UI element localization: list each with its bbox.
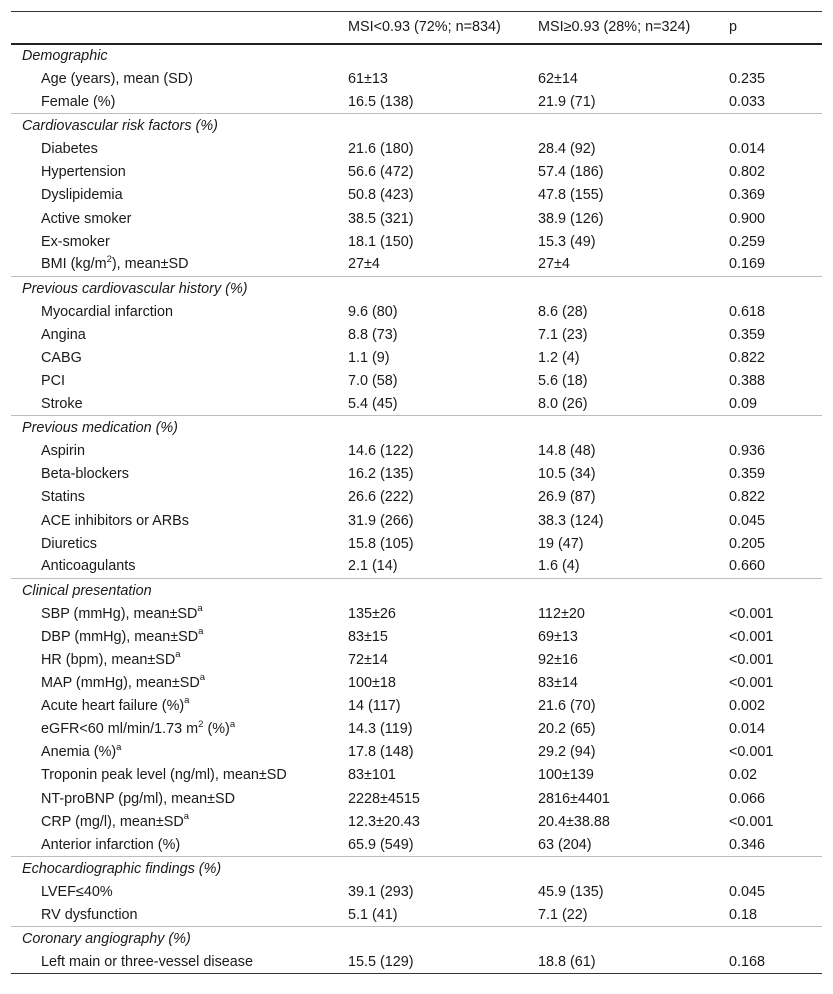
section-title: Previous cardiovascular history (%) (22, 280, 248, 297)
p-value: 0.359 (729, 326, 766, 343)
table-row (11, 555, 822, 578)
section-header-row (11, 276, 822, 300)
row-label-text: Anterior infarction (%) (41, 836, 181, 853)
table-row (11, 253, 822, 276)
table-row (11, 951, 822, 974)
row-label-text: Diuretics (41, 535, 97, 552)
table-row (11, 370, 822, 393)
row-label (11, 532, 348, 555)
row-label (11, 230, 348, 253)
msi-high-value: 18.8 (61) (538, 953, 596, 970)
p-value: 0.014 (729, 141, 766, 158)
table-row (11, 718, 822, 741)
table-body (11, 44, 822, 974)
row-label-text: CRP (mg/l), mean±SD (41, 813, 184, 830)
p-value: 0.802 (729, 164, 766, 181)
row-label-text: Acute heart failure (%) (41, 698, 185, 715)
table-row (11, 625, 822, 648)
row-label-superscript: a (175, 649, 181, 661)
row-label-text: NT-proBNP (pg/ml), mean±SD (41, 790, 235, 807)
table-row (11, 787, 822, 810)
msi-low-value: 56.6 (472) (348, 164, 414, 181)
row-label-text: Hypertension (41, 164, 126, 181)
table-header (11, 12, 822, 44)
msi-low-value: 15.5 (129) (348, 953, 414, 970)
row-label-text: Beta-blockers (41, 466, 129, 483)
msi-high-value: 8.6 (28) (538, 303, 588, 320)
row-label (11, 393, 348, 416)
section-header-row (11, 578, 822, 602)
row-label (11, 68, 348, 91)
p-value: 0.045 (729, 512, 766, 529)
row-label-text: PCI (41, 373, 65, 390)
table-row (11, 393, 822, 416)
p-value: 0.822 (729, 489, 766, 506)
msi-high-value: 47.8 (155) (538, 187, 604, 204)
row-label-superscript: a (116, 741, 122, 753)
header-row (11, 12, 822, 44)
table-row (11, 833, 822, 856)
msi-low-value: 14.3 (119) (348, 721, 413, 738)
p-value: 0.02 (729, 767, 758, 784)
row-label (11, 741, 348, 764)
row-label-text: MAP (mmHg), mean±SD (41, 675, 200, 692)
msi-high-value: 28.4 (92) (538, 141, 596, 158)
table-row (11, 184, 822, 207)
row-label-superscript: a (184, 695, 190, 707)
row-label-text: BMI (kg/m (41, 256, 107, 273)
section-header-row (11, 416, 822, 440)
row-label-text: Age (years), mean (SD) (41, 71, 193, 88)
section-title: Demographic (22, 48, 108, 64)
msi-low-value: 14 (117) (348, 698, 401, 715)
row-label-superscript: a (183, 810, 190, 822)
row-label (11, 672, 348, 695)
row-label-text: Anticoagulants (41, 558, 136, 575)
msi-high-value: 21.6 (70) (538, 698, 596, 715)
p-value: <0.001 (729, 628, 774, 645)
msi-high-value: 8.0 (26) (538, 395, 588, 412)
msi-high-value: 63 (204) (538, 836, 592, 853)
row-label-text: Left main or three-vessel disease (41, 953, 253, 970)
table-row (11, 440, 822, 463)
p-value: 0.045 (729, 883, 766, 900)
row-label (11, 161, 348, 184)
msi-high-value: 112±20 (538, 605, 585, 622)
row-label-superscript: a (199, 672, 206, 684)
msi-high-value: 45.9 (135) (538, 883, 604, 900)
row-label-text: CABG (41, 349, 82, 366)
section-header-row (11, 114, 822, 138)
msi-high-value: 5.6 (18) (538, 373, 588, 390)
p-value: 0.169 (729, 256, 766, 273)
table-row (11, 532, 822, 555)
table-row (11, 695, 822, 718)
row-label-text: Diabetes (41, 141, 98, 158)
table-row (11, 602, 822, 625)
table-row (11, 509, 822, 532)
p-value: 0.900 (729, 210, 766, 227)
msi-high-value: 26.9 (87) (538, 489, 596, 506)
row-label-superscript: a (197, 603, 203, 615)
table-row (11, 161, 822, 184)
msi-low-value: 31.9 (266) (348, 512, 414, 529)
row-label-text: Myocardial infarction (41, 303, 173, 320)
section-title: Previous medication (%) (22, 419, 178, 436)
msi-high-value: 2816±4401 (538, 790, 610, 807)
msi-low-value: 14.6 (122) (348, 443, 414, 460)
p-value: 0.235 (729, 71, 766, 88)
section-title: Coronary angiography (%) (22, 930, 191, 947)
msi-high-value: 92±16 (538, 652, 578, 669)
baseline-characteristics-table (11, 11, 822, 974)
p-value: 0.369 (729, 187, 766, 204)
section-header-row (11, 927, 822, 951)
row-label-text: Ex-smoker (41, 233, 110, 250)
p-value: <0.001 (729, 675, 774, 692)
msi-high-value: 7.1 (22) (538, 906, 588, 923)
table-row (11, 300, 822, 323)
msi-high-value: 1.6 (4) (538, 558, 580, 575)
msi-low-value: 17.8 (148) (348, 744, 414, 761)
table-row (11, 764, 822, 787)
row-label-text: Troponin peak level (ng/ml), mean±SD (41, 767, 287, 784)
p-value: <0.001 (729, 744, 774, 761)
msi-low-value: 65.9 (549) (348, 836, 414, 853)
row-label (11, 463, 348, 486)
msi-low-value: 21.6 (180) (348, 141, 414, 158)
section-title: Echocardiographic findings (%) (22, 860, 222, 877)
msi-high-value: 10.5 (34) (538, 466, 596, 483)
row-label (11, 764, 348, 787)
p-value: 0.205 (729, 535, 766, 552)
msi-high-value: 100±139 (538, 767, 594, 784)
header-msi-low-column: MSI<0.93 (72%; n=834) (348, 19, 501, 36)
row-label (11, 810, 348, 833)
row-label (11, 648, 348, 671)
msi-low-value: 61±13 (348, 71, 388, 88)
row-label (11, 695, 348, 718)
row-label-text: ACE inhibitors or ARBs (41, 512, 189, 529)
msi-high-value: 69±13 (538, 628, 578, 645)
row-label-footnote-marker: a (229, 718, 236, 730)
row-label-superscript: 2 (106, 253, 112, 265)
msi-low-value: 5.4 (45) (348, 395, 398, 412)
row-label (11, 718, 348, 741)
row-label-text: LVEF≤40% (41, 883, 113, 900)
p-value: 0.822 (729, 349, 766, 366)
row-label-text: Dyslipidemia (41, 187, 123, 204)
msi-low-value: 2.1 (14) (348, 558, 398, 575)
row-label-superscript: 2 (198, 718, 204, 730)
header-label-column (11, 12, 348, 44)
row-label (11, 346, 348, 369)
row-label (11, 787, 348, 810)
header-p-value-column: p (729, 19, 738, 36)
msi-low-value: 9.6 (80) (348, 303, 398, 320)
p-value: 0.359 (729, 466, 766, 483)
row-label (11, 880, 348, 903)
msi-low-value: 18.1 (150) (348, 233, 414, 250)
row-label (11, 370, 348, 393)
msi-high-value: 14.8 (48) (538, 443, 596, 460)
p-value: 0.259 (729, 233, 766, 250)
table-row (11, 207, 822, 230)
row-label (11, 323, 348, 346)
msi-low-value: 83±15 (348, 628, 388, 645)
row-label (11, 903, 348, 926)
msi-high-value: 27±4 (538, 256, 570, 273)
msi-low-value: 8.8 (73) (348, 326, 398, 343)
row-label-text: HR (bpm), mean±SD (41, 652, 176, 669)
row-label (11, 207, 348, 230)
msi-low-value: 50.8 (423) (348, 187, 414, 204)
section-title: Clinical presentation (22, 582, 152, 599)
row-label (11, 625, 348, 648)
msi-low-value: 135±26 (348, 605, 396, 622)
row-label (11, 253, 348, 276)
row-label-text: Active smoker (41, 210, 132, 227)
p-value: 0.002 (729, 698, 766, 715)
section-title: Cardiovascular risk factors (%) (22, 117, 218, 134)
row-label (11, 486, 348, 509)
msi-low-value: 38.5 (321) (348, 210, 414, 227)
row-label (11, 91, 348, 114)
table-row (11, 648, 822, 671)
msi-high-value: 38.3 (124) (538, 512, 604, 529)
p-value: 0.18 (729, 906, 758, 923)
row-label (11, 300, 348, 323)
msi-low-value: 7.0 (58) (348, 373, 398, 390)
row-label (11, 602, 348, 625)
p-value: 0.618 (729, 303, 766, 320)
msi-low-value: 2228±4515 (348, 790, 420, 807)
table-row (11, 463, 822, 486)
msi-low-value: 16.2 (135) (348, 466, 414, 483)
header-msi-high-column: MSI≥0.93 (28%; n=324) (538, 19, 691, 36)
msi-low-value: 12.3±20.43 (348, 813, 420, 830)
row-label-suffix: ), mean±SD (111, 256, 189, 273)
msi-low-value: 27±4 (348, 256, 380, 273)
msi-low-value: 26.6 (222) (348, 489, 414, 506)
table-row (11, 230, 822, 253)
table-row (11, 346, 822, 369)
row-label-superscript: a (198, 626, 204, 638)
table-row (11, 486, 822, 509)
row-label (11, 184, 348, 207)
row-label (11, 555, 348, 578)
table-row (11, 810, 822, 833)
msi-low-value: 72±14 (348, 652, 388, 669)
row-label-text: SBP (mmHg), mean±SD (41, 605, 198, 622)
row-label (11, 951, 348, 974)
row-label-text: Aspirin (41, 443, 85, 460)
msi-low-value: 16.5 (138) (348, 93, 414, 110)
row-label (11, 833, 348, 856)
p-value: 0.168 (729, 953, 766, 970)
row-label-text: DBP (mmHg), mean±SD (41, 628, 199, 645)
row-label-text: Stroke (41, 395, 83, 412)
p-value: <0.001 (729, 605, 774, 622)
msi-high-value: 7.1 (23) (538, 326, 588, 343)
msi-low-value: 100±18 (348, 675, 396, 692)
p-value: 0.346 (729, 836, 766, 853)
p-value: <0.001 (729, 813, 774, 830)
row-label (11, 440, 348, 463)
p-value: 0.936 (729, 443, 766, 460)
msi-high-value: 19 (47) (538, 535, 584, 552)
msi-low-value: 15.8 (105) (348, 535, 414, 552)
msi-high-value: 20.4±38.88 (538, 813, 610, 830)
table-row (11, 323, 822, 346)
row-label-suffix: (%) (203, 721, 230, 738)
msi-low-value: 39.1 (293) (348, 883, 414, 900)
row-label-text: eGFR<60 ml/min/1.73 m (41, 721, 199, 738)
msi-high-value: 57.4 (186) (538, 164, 604, 181)
p-value: <0.001 (729, 652, 774, 669)
section-header-row (11, 44, 822, 68)
row-label-text: Anemia (%) (41, 744, 117, 761)
table-row (11, 880, 822, 903)
table-row (11, 741, 822, 764)
msi-low-value: 1.1 (9) (348, 349, 390, 366)
msi-high-value: 20.2 (65) (538, 721, 596, 738)
p-value: 0.09 (729, 395, 758, 412)
table-row (11, 68, 822, 91)
section-header-row (11, 856, 822, 880)
msi-high-value: 1.2 (4) (538, 349, 580, 366)
p-value: 0.066 (729, 790, 766, 807)
row-label (11, 509, 348, 532)
msi-high-value: 38.9 (126) (538, 210, 604, 227)
p-value: 0.388 (729, 373, 766, 390)
msi-high-value: 29.2 (94) (538, 744, 596, 761)
row-label (11, 138, 348, 161)
msi-low-value: 5.1 (41) (348, 906, 398, 923)
msi-high-value: 21.9 (71) (538, 93, 596, 110)
msi-high-value: 15.3 (49) (538, 233, 596, 250)
p-value: 0.033 (729, 93, 766, 110)
msi-high-value: 83±14 (538, 675, 578, 692)
table-row (11, 672, 822, 695)
baseline-characteristics-table-container (11, 11, 822, 974)
row-label-text: RV dysfunction (41, 906, 138, 923)
table-row (11, 903, 822, 926)
msi-high-value: 62±14 (538, 71, 578, 88)
table-row (11, 138, 822, 161)
p-value: 0.014 (729, 721, 766, 738)
row-label-text: Statins (41, 489, 85, 506)
p-value: 0.660 (729, 558, 766, 575)
msi-low-value: 83±101 (348, 767, 396, 784)
row-label-text: Angina (41, 326, 86, 343)
table-row (11, 91, 822, 114)
row-label-text: Female (%) (41, 93, 116, 110)
